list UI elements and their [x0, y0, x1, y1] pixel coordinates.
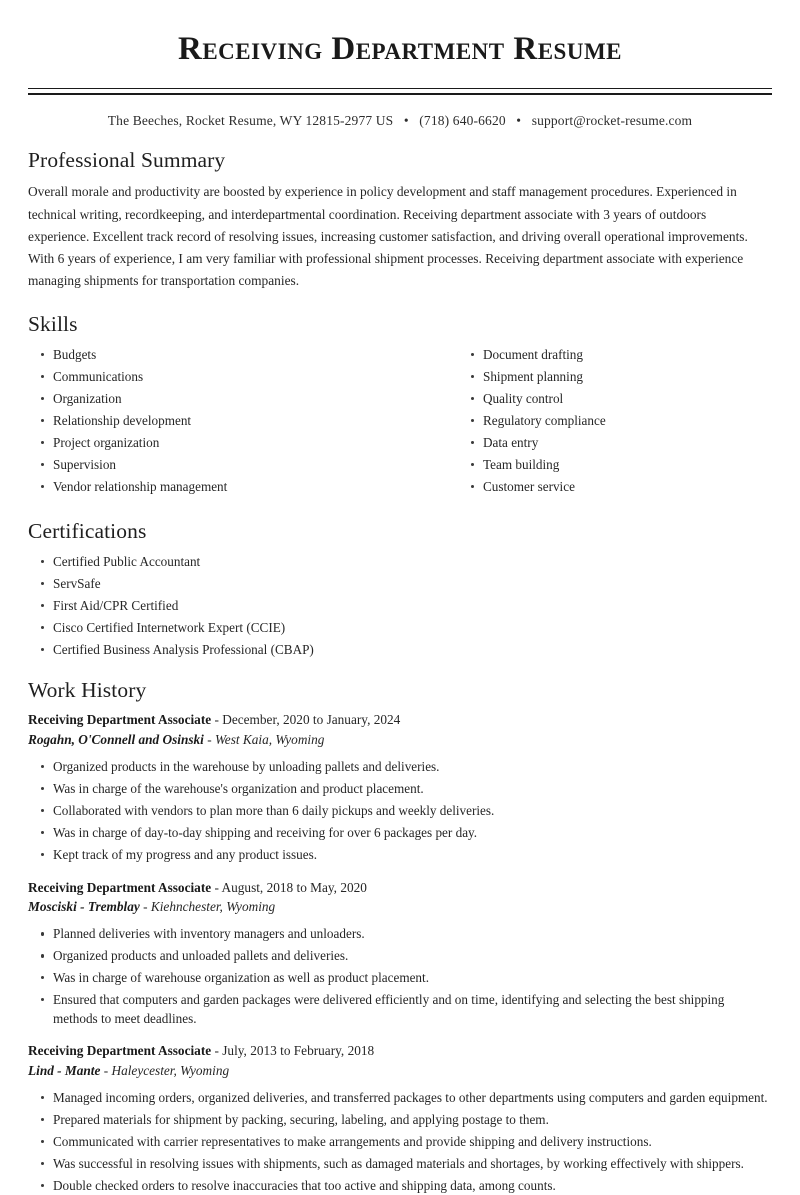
- job-title: Receiving Department Associate: [28, 712, 212, 728]
- job-responsibility-item: Managed incoming orders, organized deliveries, and transferred packages to other departments using computers and garden equipment.: [28, 1089, 772, 1107]
- certification-item: First Aid/CPR Certified: [28, 597, 772, 615]
- skill-item: Organization: [28, 390, 400, 408]
- section-heading-work-history: Work History: [28, 677, 147, 702]
- contact-line: [28, 113, 772, 129]
- job-responsibility-item: Organized products in the warehouse by unloading pallets and deliveries.: [28, 758, 772, 776]
- skills-column-right: [400, 346, 772, 500]
- contact-address: The Beeches, Rocket Resume, WY 12815-2977 US: [107, 112, 394, 128]
- page-title: Receiving Department Resume: [177, 31, 623, 67]
- skill-item: Relationship development: [28, 412, 400, 430]
- header-divider: [28, 88, 772, 95]
- job-responsibility-item: Organized products and unloaded pallets and deliveries.: [28, 947, 772, 965]
- work-history-list: [28, 711, 772, 1195]
- resume-page: [0, 30, 800, 1195]
- job-responsibility-item: Prepared materials for shipment by packing, securing, labeling, and applying postage to them.: [28, 1111, 772, 1129]
- skills-list-right: [458, 346, 772, 496]
- skill-item: Vendor relationship management: [28, 478, 400, 496]
- job-responsibility-item: Was in charge of warehouse organization as well as product placement.: [28, 969, 772, 987]
- job-title-line: [28, 1042, 772, 1061]
- job-separator: -: [211, 879, 222, 895]
- job-responsibility-item: Planned deliveries with inventory managers and unloaders.: [28, 925, 772, 943]
- contact-separator-2: •: [516, 112, 522, 128]
- job-responsibility-item: Communicated with carrier representatives to make arrangements and provide shipping and delivery instructions.: [28, 1133, 772, 1151]
- skill-item: Supervision: [28, 456, 400, 474]
- section-work-history: [28, 677, 772, 1195]
- certification-item: Cisco Certified Internetwork Expert (CCIE): [28, 619, 772, 637]
- section-heading-skills: Skills: [28, 311, 78, 336]
- work-history-entry: [28, 711, 772, 864]
- section-certifications: [28, 518, 772, 659]
- section-heading-summary: Professional Summary: [28, 147, 226, 172]
- job-responsibility-item: Was in charge of day-to-day shipping and receiving for over 6 packages per day.: [28, 824, 772, 842]
- job-location: West Kaia, Wyoming: [214, 732, 325, 748]
- skills-column-left: [28, 346, 400, 500]
- certifications-list: [28, 553, 772, 659]
- job-responsibility-item: Kept track of my progress and any product issues.: [28, 846, 772, 864]
- job-responsibility-item: Double checked orders to resolve inaccuracies that too active and shipping data, among counts.: [28, 1177, 772, 1195]
- work-history-entry: [28, 879, 772, 1029]
- job-responsibility-item: Ensured that computers and garden packages were delivered efficiently and on time, identifying and selecting the best shipping methods to meet deadlines.: [28, 991, 772, 1028]
- job-responsibilities-list: [28, 925, 772, 1028]
- job-separator: -: [139, 899, 151, 915]
- job-dates: August, 2018 to May, 2020: [221, 879, 367, 895]
- job-responsibility-item: Was in charge of the warehouse's organization and product placement.: [28, 780, 772, 798]
- work-history-entry: [28, 1042, 772, 1195]
- job-title-line: [28, 879, 772, 898]
- job-dates: December, 2020 to January, 2024: [222, 712, 401, 728]
- divider-line-top: [28, 88, 772, 89]
- job-dates: July, 2013 to February, 2018: [222, 1043, 375, 1059]
- job-separator: -: [211, 1043, 223, 1059]
- skill-item: Quality control: [458, 390, 772, 408]
- skill-item: Document drafting: [458, 346, 772, 364]
- job-company: Rogahn, O'Connell and Osinski: [28, 732, 204, 748]
- job-responsibilities-list: [28, 758, 772, 864]
- skill-item: Customer service: [458, 478, 772, 496]
- contact-email: support@rocket-resume.com: [531, 112, 693, 128]
- skill-item: Data entry: [458, 434, 772, 452]
- job-separator: -: [211, 712, 223, 728]
- job-title: Receiving Department Associate: [28, 1043, 212, 1059]
- skill-item: Regulatory compliance: [458, 412, 772, 430]
- skills-list-left: [28, 346, 400, 496]
- skill-item: Budgets: [28, 346, 400, 364]
- contact-separator-1: •: [403, 112, 409, 128]
- certification-item: Certified Public Accountant: [28, 553, 772, 571]
- job-location: Haleycester, Wyoming: [111, 1063, 230, 1079]
- job-responsibilities-list: [28, 1089, 772, 1195]
- contact-phone: (718) 640-6620: [419, 112, 506, 128]
- job-company-line: [28, 898, 772, 917]
- skills-columns: [28, 346, 772, 500]
- job-company-line: [28, 1062, 772, 1081]
- skill-item: Shipment planning: [458, 368, 772, 386]
- job-location: Kiehnchester, Wyoming: [150, 899, 276, 915]
- divider-line-bottom: [28, 93, 772, 95]
- job-separator: -: [203, 732, 215, 748]
- job-separator: -: [100, 1063, 112, 1079]
- section-heading-certifications: Certifications: [28, 518, 147, 543]
- skill-item: Project organization: [28, 434, 400, 452]
- skill-item: Communications: [28, 368, 400, 386]
- job-company-line: [28, 731, 772, 750]
- certification-item: Certified Business Analysis Professional (CBAP): [28, 641, 772, 659]
- section-skills: [28, 311, 772, 500]
- job-company: Lind - Mante: [28, 1063, 101, 1079]
- job-title-line: [28, 711, 772, 730]
- job-responsibility-item: Collaborated with vendors to plan more than 6 daily pickups and weekly deliveries.: [28, 802, 772, 820]
- job-company: Mosciski - Tremblay: [28, 899, 140, 915]
- job-responsibility-item: Was successful in resolving issues with shipments, such as damaged materials and shortages, by working effectively with shippers.: [28, 1155, 772, 1173]
- certification-item: ServSafe: [28, 575, 772, 593]
- skill-item: Team building: [458, 456, 772, 474]
- job-title: Receiving Department Associate: [28, 879, 212, 895]
- summary-text: Overall morale and productivity are boosted by experience in policy development and staff management procedures. Experienced in technical writing, recordkeeping, and interdepartmental coordination. Receiving department associate with 3 years of outdoors experience. Excellent track record of resolving issues, increasing customer satisfaction, and driving overall operational improvements. With 6 years of experience, I am very familiar with professional shipment processes. Receiving department associate with experience managing shipments for transportation companies.: [28, 184, 748, 289]
- section-professional-summary: [28, 147, 772, 293]
